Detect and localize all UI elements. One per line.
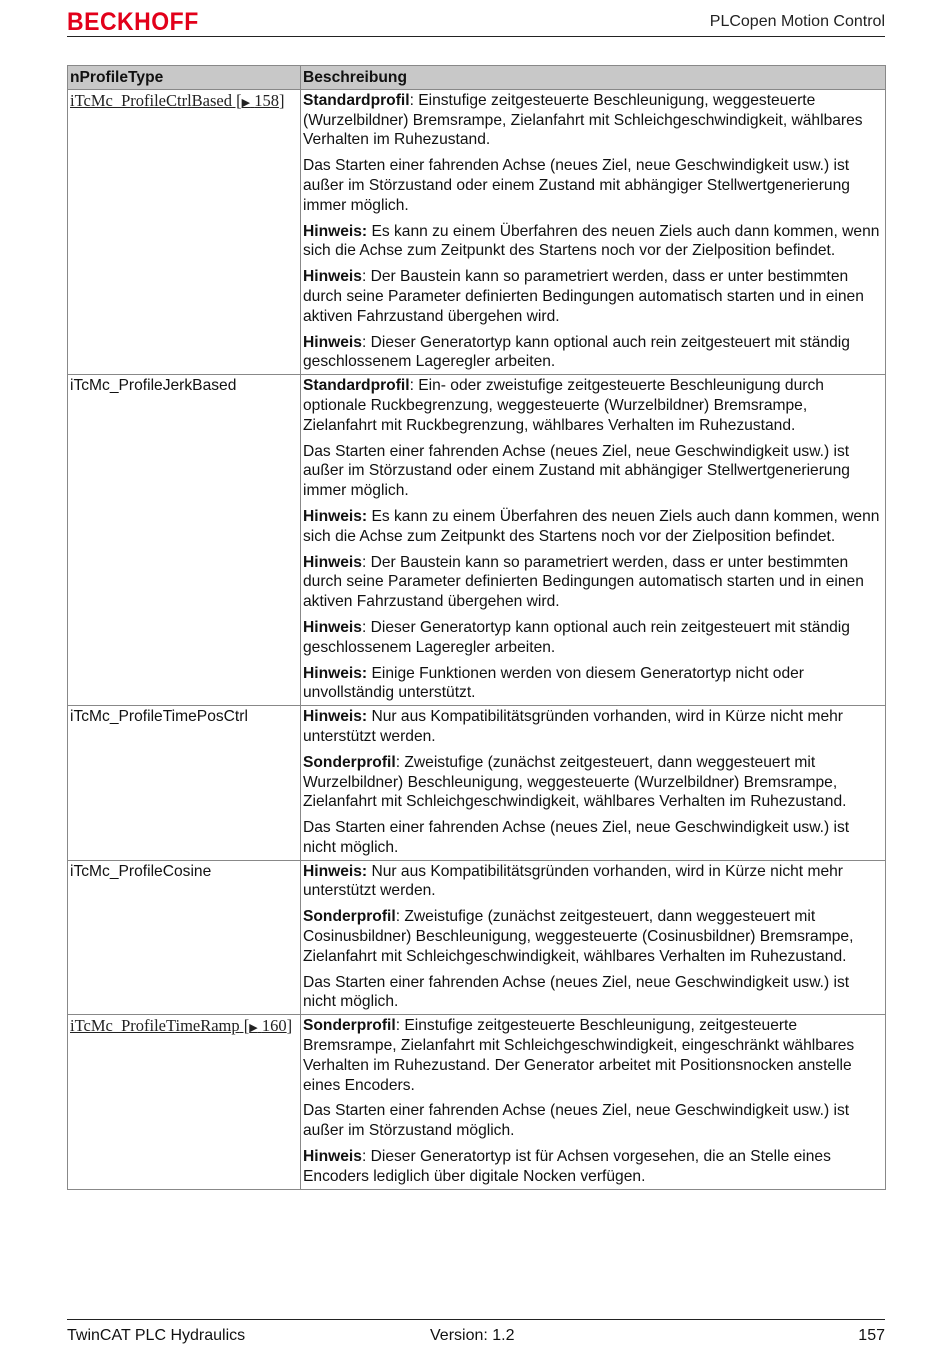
- paragraph-text: : Dieser Generatortyp kann optional auch rein zeitgesteuert mit ständig geschlossenem Lageregler arbeiten.: [303, 333, 850, 371]
- profile-type-cell: [68, 375, 301, 706]
- description-paragraph: [303, 1101, 883, 1141]
- table-row: [68, 706, 886, 861]
- paragraph-text: : Zweistufige (zunächst zeitgesteuert, dann weggesteuert mit Cosinusbildner) Beschleunigung, weggesteuerte (Cosinusbildner) Bremsrampe, Zielanfahrt mit Schleichgeschwindigkeit, wählbares Verhalten im Ruhezustand.: [303, 908, 854, 965]
- page-reference: 158: [254, 90, 279, 110]
- emphasis-label: Hinweis:: [303, 708, 368, 726]
- description-paragraph: [303, 1016, 883, 1095]
- emphasis-label: Sonderprofil: [303, 753, 396, 771]
- profile-type-link[interactable]: iTcMc_ProfileTimeRamp [▶ 160]: [70, 1016, 293, 1036]
- beckhoff-logo: BECKHOFF: [67, 7, 199, 36]
- profile-type-cell: [68, 89, 301, 374]
- paragraph-text: Das Starten einer fahrenden Achse (neues Ziel, neue Geschwindigkeit usw.) ist nicht möglich.: [303, 819, 850, 856]
- profile-type-name: iTcMc_ProfileTimePosCtrl: [70, 708, 248, 726]
- table-row: [68, 375, 886, 706]
- emphasis-label: Hinweis:: [303, 222, 368, 240]
- page-reference: 160: [261, 1016, 287, 1036]
- emphasis-label: Standardprofil: [303, 377, 410, 395]
- paragraph-text: : Der Baustein kann so parametriert werden, dass er unter bestimmten durch seine Parameter definierten Bedingungen automatisch starten und in einen aktiven Fahrzustand übergehen wird.: [303, 553, 864, 611]
- table-header-row: [68, 66, 886, 90]
- description-paragraph: [303, 222, 883, 262]
- page-reference-arrow-icon: ▶: [241, 96, 251, 109]
- paragraph-text: : Zweistufige (zunächst zeitgesteuert, dann weggesteuert mit Wurzelbildner) Beschleunigung, weggesteuerte (Wurzelbildner) Bremsrampe, Zielanfahrt mit Schleichgeschwindigkeit, wählbares Verhalten im Ruhezustand.: [303, 753, 847, 811]
- description-paragraph: [303, 753, 883, 812]
- description-paragraph: [303, 618, 883, 658]
- paragraph-text: Das Starten einer fahrenden Achse (neues Ziel, neue Geschwindigkeit usw.) ist nicht möglich.: [303, 973, 850, 1011]
- emphasis-label: Hinweis:: [303, 862, 368, 880]
- profile-type-table: [67, 65, 886, 1190]
- description-paragraph: [303, 507, 883, 547]
- paragraph-text: Es kann zu einem Überfahren des neuen Ziels auch dann kommen, wenn sich die Achse zum Zeitpunkt des Startens noch vor der Zielposition befindet.: [303, 507, 880, 545]
- emphasis-label: Hinweis: [303, 1148, 362, 1166]
- profile-type-name: iTcMc_ProfileTimeRamp: [70, 1016, 240, 1036]
- paragraph-text: Nur aus Kompatibilitätsgründen vorhanden, wird in Kürze nicht mehr unterstützt werden.: [303, 862, 843, 900]
- paragraph-text: Es kann zu einem Überfahren des neuen Ziels auch dann kommen, wenn sich die Achse zum Zeitpunkt des Startens noch vor der Zielposition befindet.: [303, 222, 880, 260]
- description-paragraph: [303, 442, 883, 501]
- profile-type-cell: [68, 706, 301, 861]
- profile-type-name: iTcMc_ProfileJerkBased: [70, 377, 237, 395]
- emphasis-label: Hinweis:: [303, 664, 368, 682]
- profile-type-name: iTcMc_ProfileCosine: [70, 862, 212, 880]
- description-paragraph: [303, 707, 883, 747]
- paragraph-text: Das Starten einer fahrenden Achse (neues Ziel, neue Geschwindigkeit usw.) ist außer im Störzustand möglich.: [303, 1102, 850, 1140]
- profile-type-name: iTcMc_ProfileCtrlBased: [70, 90, 232, 110]
- emphasis-label: Hinweis: [303, 333, 362, 351]
- emphasis-label: Standardprofil: [303, 91, 410, 109]
- profile-type-link[interactable]: iTcMc_ProfileCtrlBased [▶ 158]: [70, 90, 285, 110]
- table-row: [68, 89, 886, 374]
- column-header-beschreibung: Beschreibung: [301, 66, 886, 90]
- description-paragraph: [303, 91, 883, 150]
- paragraph-text: : Der Baustein kann so parametriert werden, dass er unter bestimmten durch seine Parameter definierten Bedingungen automatisch starten und in einen aktiven Fahrzustand übergehen wird.: [303, 268, 864, 325]
- emphasis-label: Hinweis:: [303, 507, 368, 525]
- table-row: [68, 860, 886, 1015]
- profile-type-cell: [68, 860, 301, 1015]
- description-cell: [301, 89, 886, 374]
- description-cell: [301, 706, 886, 861]
- paragraph-text: : Dieser Generatortyp kann optional auch rein zeitgesteuert mit ständig geschlossenem Lageregler arbeiten.: [303, 618, 850, 656]
- emphasis-label: Hinweis: [303, 268, 362, 286]
- page-reference-arrow-icon: ▶: [249, 1022, 258, 1035]
- description-paragraph: [303, 1147, 883, 1187]
- description-paragraph: [303, 553, 883, 612]
- paragraph-text: : Dieser Generatortyp ist für Achsen vorgesehen, die an Stelle eines Encoders lediglich über digitale Nocken verfügen.: [303, 1148, 831, 1185]
- paragraph-text: Das Starten einer fahrenden Achse (neues Ziel, neue Geschwindigkeit usw.) ist außer im Störzustand oder einem Zustand mit abhängiger Stellwertgenerierung immer möglich.: [303, 157, 850, 214]
- description-paragraph: [303, 333, 883, 373]
- page-header: [67, 4, 885, 37]
- description-cell: [301, 860, 886, 1015]
- description-paragraph: [303, 907, 883, 966]
- description-paragraph: [303, 862, 883, 902]
- description-cell: [301, 1015, 886, 1189]
- description-paragraph: [303, 973, 883, 1013]
- paragraph-text: : Einstufige zeitgesteuerte Beschleunigung, weggesteuerte (Wurzelbildner) Bremsrampe, Zielanfahrt mit Schleichgeschwindigkeit, wählbares Verhalten im Ruhezustand.: [303, 91, 863, 149]
- description-paragraph: [303, 664, 883, 704]
- paragraph-text: Nur aus Kompatibilitätsgründen vorhanden, wird in Kürze nicht mehr unterstützt werden.: [303, 708, 843, 745]
- table-row: [68, 1015, 886, 1189]
- page-number: 157: [858, 1327, 885, 1344]
- paragraph-text: : Einstufige zeitgesteuerte Beschleunigung, zeitgesteuerte Bremsrampe, Zielanfahrt mit Schleichgeschwindigkeit, eingeschränkt wählbares Verhalten im Ruhezustand. Der Generator arbeitet mit Positionsnocken anstelle eines Encoders.: [303, 1017, 855, 1094]
- paragraph-text: Das Starten einer fahrenden Achse (neues Ziel, neue Geschwindigkeit usw.) ist außer im Störzustand oder einem Zustand mit abhängiger Stellwertgenerierung immer möglich.: [303, 442, 850, 500]
- footer-version: Version: 1.2: [430, 1327, 515, 1344]
- emphasis-label: Sonderprofil: [303, 1017, 396, 1035]
- column-header-nprofiletype: nProfileType: [68, 66, 301, 90]
- description-paragraph: [303, 818, 883, 858]
- footer-product: TwinCAT PLC Hydraulics: [67, 1327, 246, 1344]
- paragraph-text: : Ein- oder zweistufige zeitgesteuerte Beschleunigung durch optionale Ruckbegrenzung, weggesteuerte (Wurzelbildner) Bremsrampe, Zielanfahrt mit Ruckbegrenzung, wählbares Verhalten im Ruhezustand.: [303, 377, 824, 434]
- page-footer: [67, 1319, 885, 1348]
- emphasis-label: Sonderprofil: [303, 908, 396, 926]
- emphasis-label: Hinweis: [303, 553, 362, 571]
- paragraph-text: Einige Funktionen werden von diesem Generatortyp nicht oder unvollständig unterstützt.: [303, 664, 805, 702]
- description-paragraph: [303, 156, 883, 215]
- emphasis-label: Hinweis: [303, 618, 362, 636]
- header-title: PLCopen Motion Control: [709, 13, 885, 30]
- description-cell: [301, 375, 886, 706]
- description-paragraph: [303, 376, 883, 435]
- profile-type-cell: [68, 1015, 301, 1189]
- description-paragraph: [303, 267, 883, 326]
